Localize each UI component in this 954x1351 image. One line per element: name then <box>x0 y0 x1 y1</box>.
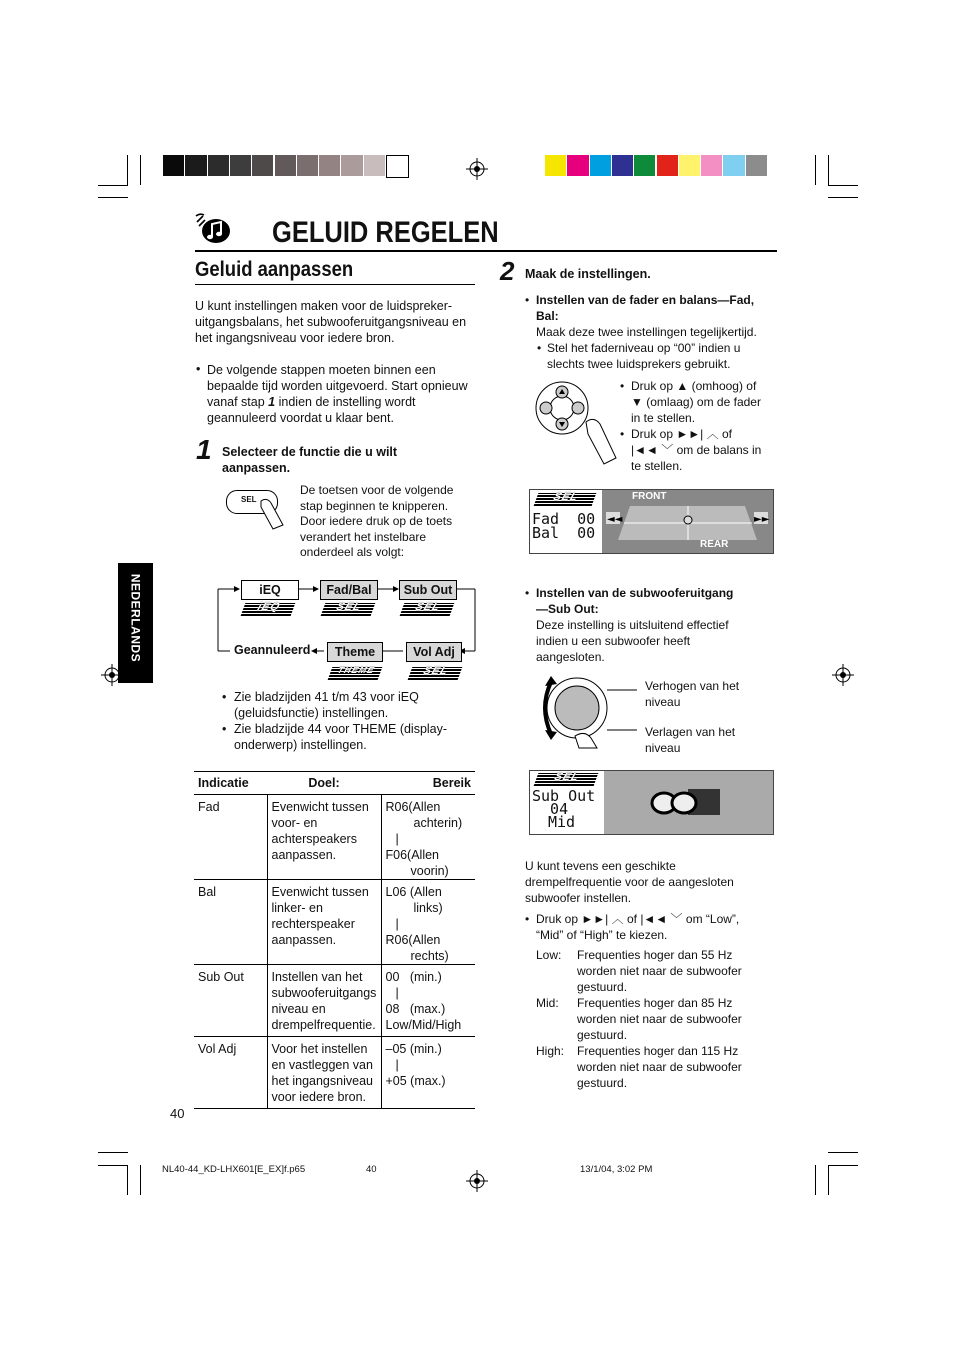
table-header: Bereik <box>381 772 475 795</box>
language-tab-label: NEDERLANDS <box>128 573 143 663</box>
registration-mark-icon <box>466 1170 488 1192</box>
chevron-down-icon: ﹀ <box>661 443 674 457</box>
color-swatch <box>341 155 362 176</box>
chevron-up-icon: ︿ <box>706 427 719 441</box>
fader-lcd-display <box>529 489 774 554</box>
color-swatch <box>590 155 611 176</box>
skip-back-icon: |◄◄ <box>640 912 668 926</box>
flow-fadbal: Fad/Bal <box>320 580 378 600</box>
lcd-freq-line: Mid <box>548 813 576 831</box>
skip-forward-icon: ►►| <box>581 912 609 926</box>
table-row: Fad Evenwicht tussen voor- en achterspeakers aanpassen. R06(Allen achterin) | F06(Allen voorin) <box>194 795 475 880</box>
subout-section: • Instellen van de subwooferuitgang —Sub Out: Deze instelling is uitsluitend effectief indien u een subwoofer heeft aangesloten. <box>525 586 734 664</box>
section-rule <box>195 284 475 285</box>
lcd-sel-icon: SEL <box>400 603 455 616</box>
up-arrow-icon: ▲ <box>676 379 689 393</box>
color-swatch <box>545 155 566 176</box>
music-note-icon <box>194 212 234 246</box>
svg-text:◄◄: ◄◄ <box>607 514 623 525</box>
flow-voladj: Vol Adj <box>406 642 462 662</box>
chevron-up-icon: ︿ <box>611 912 624 926</box>
table-row: Vol Adj Voor het instellen en vastleggen van het ingangsniveau voor iedere bron. –05 (min.) | +05 (max.) <box>194 1037 475 1109</box>
freq-intro: U kunt tevens een geschikte drempelfrequentie voor de aangesloten subwoofer instellen. <box>525 859 734 905</box>
color-swatch <box>612 155 633 176</box>
lcd-sel-icon: SEL <box>321 603 376 616</box>
finger-press-icon <box>255 495 287 531</box>
svg-text:►►: ►► <box>754 514 770 525</box>
lcd-ieq-icon: iEQ <box>241 603 296 616</box>
color-swatch <box>319 155 340 176</box>
fader-instructions: • Druk op ▲ (omhoog) of ▼ (omlaag) om de fader in te stellen. • Druk op ►►| ︿ of |◄◄ ﹀ om de balans in te stellen. <box>620 379 762 473</box>
lcd-rear-label: REAR <box>700 539 729 550</box>
skip-forward-icon: ►►| <box>676 427 704 441</box>
fader-grid-icon <box>602 490 773 553</box>
registration-mark-icon <box>832 664 854 686</box>
lcd-subout-line: Sub Out <box>532 787 596 805</box>
step1-title: Selecteer de functie die u wilt aanpassen. <box>222 445 398 475</box>
color-swatch <box>163 155 184 176</box>
color-swatch <box>701 155 722 176</box>
note-text: De volgende stappen moeten binnen een bepaalde tijd worden uitgevoerd. Start opnieuw vanaf stap 1 indien de instelling wordt geannuleerd voordat u klaar bent. <box>207 363 468 425</box>
table-header: Indicatie <box>194 772 267 795</box>
settings-table <box>194 771 475 1109</box>
flow-ieq: iEQ <box>241 580 299 600</box>
table-header: Doel: <box>267 772 381 795</box>
section-title: Geluid aanpassen <box>195 258 354 281</box>
flow-geannuleerd: Geannuleerd <box>234 643 311 657</box>
title-rule <box>195 250 777 252</box>
lcd-theme-icon: THEME <box>328 667 383 680</box>
down-arrow-icon: ▼ <box>631 395 643 409</box>
color-swatch <box>275 155 296 176</box>
footer-file: NL40-44_KD-LHX601[E_EX]f.p65 <box>162 1164 306 1175</box>
registration-mark-icon <box>466 158 488 180</box>
footer-page: 40 <box>366 1164 377 1175</box>
color-swatch <box>252 155 273 176</box>
lcd-bal-line: Bal 00 <box>532 524 596 542</box>
lcd-sel-icon: SEL <box>408 667 463 680</box>
color-swatch <box>364 155 385 176</box>
step2-title: Maak de instellingen. <box>525 267 651 281</box>
freq-bullet: • Druk op ►►| ︿ of |◄◄ ﹀ om “Low”, “Mid” of “High” te kiezen. <box>525 912 740 942</box>
list-item: Mid: Frequenties hoger dan 85 Hz worden niet naar de subwoofer gestuurd. <box>536 996 742 1042</box>
sel-button-label: SEL <box>241 495 257 504</box>
table-row: Sub Out Instellen van het subwooferuitgangs niveau en drempelfrequentie. 00 (min.) | 08 (max.) Low/Mid/High <box>194 965 475 1037</box>
flow-subout: Sub Out <box>399 580 457 600</box>
lcd-sel-icon: SEL <box>534 773 599 786</box>
table-row: Bal Evenwicht tussen linker- en rechterspeaker aanpassen. L06 (Allen links) | R06(Allen rechts) <box>194 880 475 965</box>
lcd-sel-icon: SEL <box>534 493 597 506</box>
color-swatch <box>567 155 588 176</box>
color-swatch <box>679 155 700 176</box>
language-tab <box>118 563 153 683</box>
color-swatch <box>634 155 655 176</box>
list-item: High: Frequenties hoger dan 115 Hz worden niet naar de subwoofer gestuurd. <box>536 1044 742 1090</box>
color-swatch <box>723 155 744 176</box>
list-item: Low: Frequenties hoger dan 55 Hz worden niet naar de subwoofer gestuurd. <box>536 948 742 994</box>
chevron-down-icon: ﹀ <box>670 912 683 926</box>
flow-theme: Theme <box>327 642 383 662</box>
control-pad-icon[interactable] <box>534 378 624 466</box>
lcd-fad-line: Fad 00 <box>532 510 596 528</box>
subwoofer-icon <box>648 783 724 819</box>
table-header-row <box>194 772 475 795</box>
subout-lcd-display <box>529 770 774 835</box>
step1-number: 1 <box>196 434 212 465</box>
volume-knob-icon[interactable] <box>535 670 645 750</box>
freq-list <box>536 947 786 1091</box>
page-number: 40 <box>170 1106 185 1121</box>
skip-back-icon: |◄◄ <box>631 443 658 457</box>
color-swatch <box>185 155 206 176</box>
fader-section: • Instellen van de fader en balans—Fad, Bal: Maak deze twee instellingen tegelijkertijd. • Stel het faderniveau op “00” indien u slechts twee luidsprekers gebruikt. <box>525 293 757 371</box>
footer-date: 13/1/04, 3:02 PM <box>580 1164 653 1175</box>
lcd-level-line: 04 <box>532 800 569 818</box>
note-bullet: • <box>196 362 201 376</box>
color-swatch <box>208 155 229 176</box>
color-swatch <box>746 155 767 176</box>
color-swatch <box>297 155 318 176</box>
step2-number: 2 <box>500 256 515 286</box>
color-swatch <box>657 155 678 176</box>
knob-up-label: Verhogen van het niveau <box>645 679 740 709</box>
intro-text: U kunt instellingen maken voor de luidspreker- uitgangsbalans, het subwooferuitgangsniveau en het ingangsniveau voor iedere bron. <box>195 299 467 345</box>
page-title: GELUID REGELEN <box>272 216 499 249</box>
color-swatch <box>230 155 251 176</box>
color-swatch <box>386 155 409 178</box>
lcd-front-label: FRONT <box>632 491 667 502</box>
step1-desc: De toetsen voor de volgende stap beginnen te knipperen. Door iedere druk op de toets verandert het instelbare onderdeel als volgt: <box>300 483 454 559</box>
knob-down-label: Verlagen van het niveau <box>645 725 736 755</box>
references: • Zie bladzijden 41 t/m 43 voor iEQ (geluidsfunctie) instellingen. • Zie bladzijde 44 voor THEME (display- onderwerp) instellingen. <box>222 690 448 752</box>
